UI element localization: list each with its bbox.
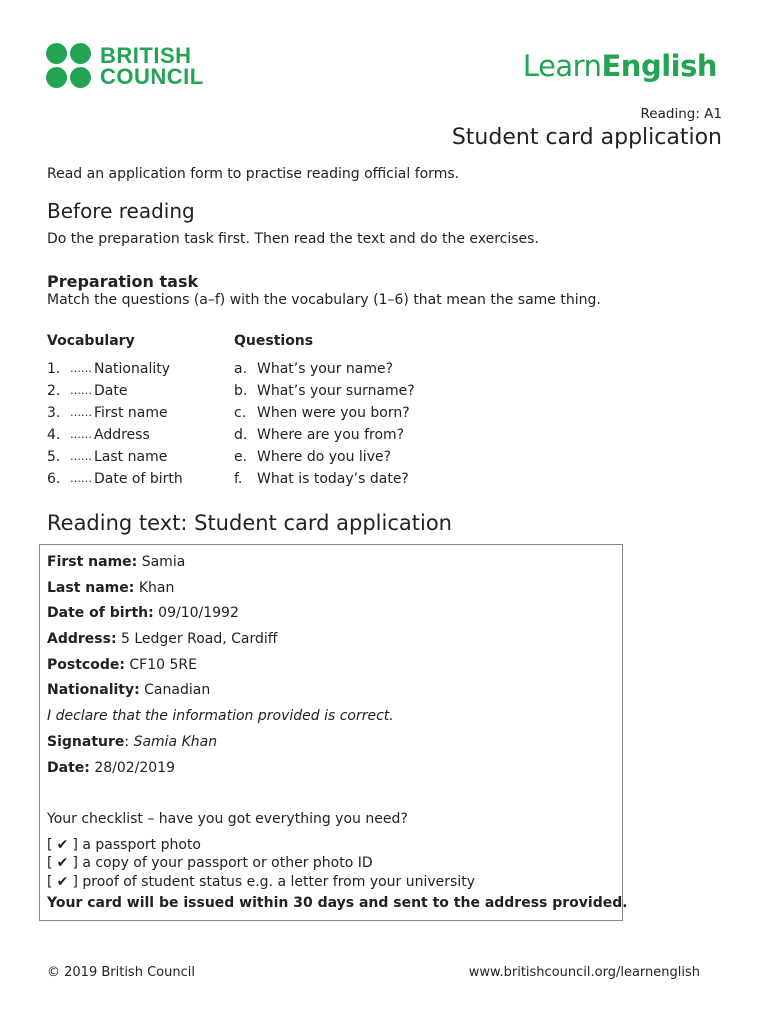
- question-letter: a.: [234, 361, 248, 377]
- bracket-close: ]: [72, 873, 78, 890]
- question-text: Where are you from?: [257, 427, 405, 443]
- question-letter: c.: [234, 405, 247, 421]
- checklist-text: proof of student status e.g. a letter from your university: [82, 873, 476, 890]
- preparation-text: Match the questions (a–f) with the vocabulary (1–6) that mean the same thing.: [47, 292, 601, 308]
- field-value: CF10 5RE: [129, 656, 197, 673]
- vocab-item: [47, 424, 227, 446]
- question-text: What’s your surname?: [257, 383, 415, 399]
- application-form: [39, 544, 628, 921]
- vocab-item: [47, 380, 227, 402]
- field-label: First name:: [47, 554, 138, 570]
- question-text: What is today’s date?: [257, 471, 409, 487]
- checkmark-icon: ✔: [56, 873, 69, 890]
- question-letter: e.: [234, 449, 248, 465]
- field-value: 5 Ledger Road, Cardiff: [121, 631, 278, 648]
- signature-label: Signature: [47, 733, 125, 750]
- questions-column: [234, 333, 494, 490]
- declaration: [47, 707, 615, 733]
- vocab-num: 1.: [47, 361, 61, 377]
- signature-value: Samia Khan: [133, 733, 218, 750]
- vocab-blank: ……: [70, 362, 92, 375]
- reading-heading: Reading text: Student card application: [47, 511, 452, 535]
- signature-sep: :: [124, 733, 130, 750]
- form-field: [47, 553, 615, 579]
- vocab-num: 5.: [47, 449, 61, 465]
- checkmark-icon: ✔: [56, 836, 69, 853]
- form-field: [47, 604, 615, 630]
- page-header: [0, 0, 770, 100]
- brand-bold: English: [601, 49, 717, 83]
- field-label: Date of birth:: [47, 605, 154, 622]
- field-value: 09/10/1992: [158, 605, 239, 622]
- vocab-blank: ……: [70, 450, 92, 463]
- question-letter: b.: [234, 383, 248, 399]
- vocab-num: 4.: [47, 427, 61, 443]
- footer-copyright: © 2019 British Council: [47, 965, 195, 980]
- vocab-word: Date of birth: [94, 471, 183, 487]
- vocab-item: [47, 446, 227, 468]
- preparation-heading: Preparation task: [47, 272, 199, 291]
- vocab-item: [47, 358, 227, 380]
- field-value: Samia: [141, 554, 186, 570]
- question-item: [234, 424, 494, 446]
- field-label: Postcode:: [47, 656, 125, 673]
- vocabulary-column: [47, 333, 227, 490]
- question-text: What’s your name?: [257, 361, 394, 377]
- questions-heading: Questions: [234, 333, 314, 349]
- question-letter: f.: [234, 471, 243, 487]
- vocab-blank: ……: [70, 384, 92, 397]
- field-label: Nationality:: [47, 682, 140, 699]
- declaration-text: I declare that the information provided is correct.: [47, 708, 394, 725]
- vocab-num: 6.: [47, 471, 61, 487]
- page-title: Student card application: [451, 125, 722, 150]
- vocab-word: Address: [94, 427, 150, 443]
- form-field: [47, 579, 615, 605]
- level-label: Reading: A1: [640, 106, 722, 122]
- question-item: [234, 358, 494, 380]
- vocab-item: [47, 402, 227, 424]
- vocab-num: 3.: [47, 405, 61, 421]
- brand-light: Learn: [522, 49, 602, 83]
- british-council-wordmark: [100, 45, 204, 87]
- checklist-intro: Your checklist – have you got everything you need?: [47, 810, 408, 827]
- final-note: Your card will be issued within 30 days and sent to the address provided.: [47, 894, 628, 911]
- org-line-1: BRITISH: [100, 43, 192, 68]
- question-item: [234, 468, 494, 490]
- bracket-open: [: [47, 836, 53, 853]
- vocab-blank: ……: [70, 472, 92, 485]
- date-label: Date:: [47, 759, 90, 776]
- spacer: [47, 784, 615, 809]
- question-item: [234, 402, 494, 424]
- form-field: [47, 656, 615, 682]
- learnenglish-logo: [523, 49, 717, 83]
- vocab-blank: ……: [70, 428, 92, 441]
- vocab-item: [47, 468, 227, 490]
- form-field: [47, 630, 615, 656]
- date-value: 28/02/2019: [94, 759, 176, 776]
- field-value: Khan: [138, 579, 175, 596]
- checklist-text: a copy of your passport or other photo ID: [82, 855, 373, 872]
- form-field: [47, 681, 615, 707]
- vocab-num: 2.: [47, 383, 61, 399]
- checkmark-icon: ✔: [56, 855, 69, 872]
- question-item: [234, 446, 494, 468]
- checklist-text: a passport photo: [82, 836, 202, 853]
- bracket-close: ]: [72, 836, 78, 853]
- bracket-close: ]: [72, 855, 78, 872]
- question-letter: d.: [234, 427, 248, 443]
- vocabulary-heading: Vocabulary: [47, 333, 135, 349]
- org-line-2: COUNCIL: [100, 64, 204, 89]
- date-field: [47, 759, 615, 785]
- bracket-open: [: [47, 873, 53, 890]
- vocab-blank: ……: [70, 406, 92, 419]
- before-reading-heading: Before reading: [47, 199, 195, 223]
- british-council-logo: [46, 43, 204, 89]
- intro-text: Read an application form to practise reading official forms.: [47, 166, 460, 182]
- vocab-word: Last name: [94, 449, 168, 465]
- vocab-word: First name: [94, 405, 168, 421]
- field-label: Address:: [47, 631, 117, 648]
- footer-url: www.britishcouncil.org/learnenglish: [468, 965, 700, 980]
- checklist-item: [47, 835, 615, 854]
- checklist-item: [47, 872, 615, 891]
- british-council-dots-icon: [46, 43, 94, 89]
- signature-field: [47, 733, 615, 759]
- vocab-word: Nationality: [94, 361, 171, 377]
- question-text: Where do you live?: [257, 449, 392, 465]
- vocab-word: Date: [94, 383, 128, 399]
- checklist-item: [47, 854, 615, 873]
- before-reading-text: Do the preparation task first. Then read the text and do the exercises.: [47, 231, 539, 247]
- field-value: Canadian: [144, 682, 211, 699]
- field-label: Last name:: [47, 579, 135, 596]
- question-item: [234, 380, 494, 402]
- bracket-open: [: [47, 855, 53, 872]
- question-text: When were you born?: [257, 405, 410, 421]
